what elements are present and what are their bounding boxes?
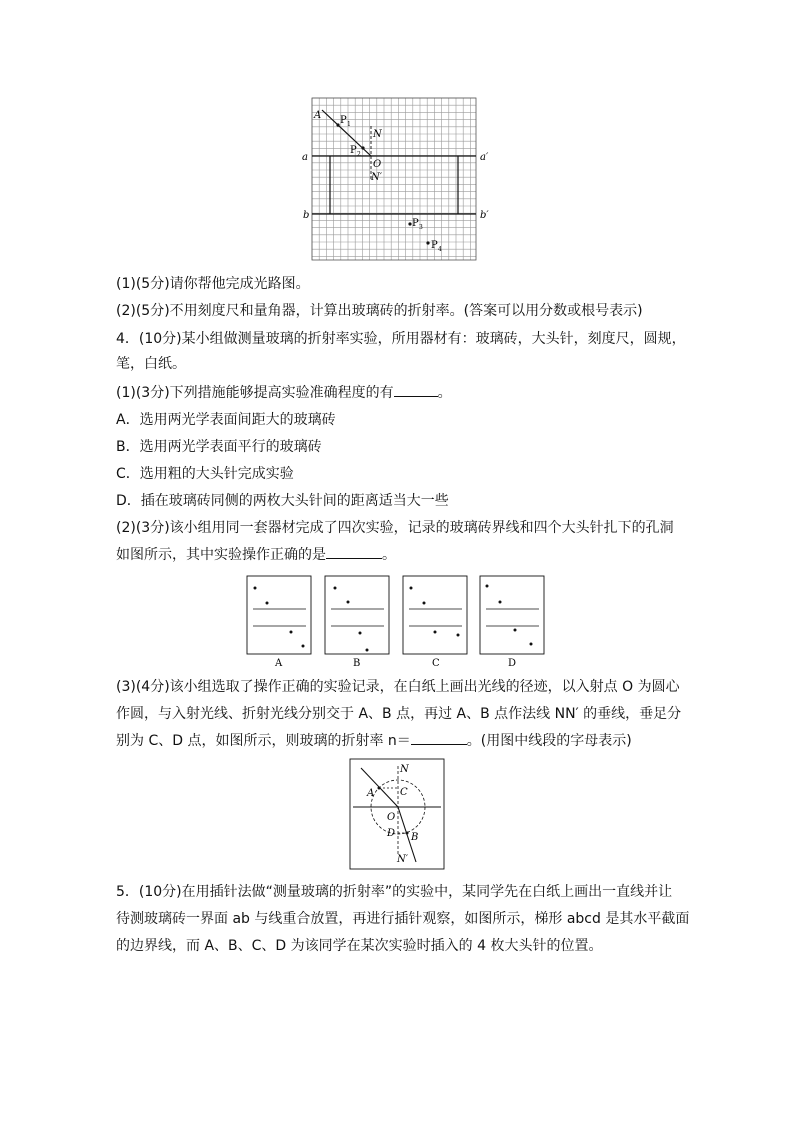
panel-c: [403, 576, 467, 669]
label-P4: P: [431, 240, 438, 251]
q5-line3: 的边界线，而 A、B、C、D 为该同学在某次实验时插入的 4 枚大头针的位置。: [116, 938, 603, 954]
panel-a: [247, 576, 311, 669]
fig3-label-B: B: [411, 832, 419, 843]
fig3-label-C: C: [400, 787, 408, 798]
fig3-label-O: O: [387, 812, 396, 823]
label-a: a: [302, 152, 308, 163]
q3-part2: (2)(5分)不用刻度尺和量角器，计算出玻璃砖的折射率。(答案可以用分数或根号表示): [116, 303, 643, 319]
fig3-label-A: A: [367, 788, 375, 799]
panel-d-label: D: [508, 658, 517, 669]
label-b: b: [303, 210, 310, 221]
fig3-label-Nprime: N′: [397, 854, 409, 865]
pin-p4: [426, 241, 429, 244]
q4-sub2-line2: [116, 545, 396, 565]
panel-c-label: C: [432, 658, 440, 669]
label-P4-sub: 4: [438, 246, 442, 253]
q4-option-c: C．选用粗的大头针完成实验: [116, 466, 294, 482]
q3-part1: (1)(5分)请你帮他完成光路图。: [116, 276, 310, 292]
q4-stem-line1: 4．(10分)某小组做测量玻璃的折射率实验，所用器材有：玻璃砖，大头针，刻度尺，圆规，: [116, 331, 686, 347]
q4-option-a: A．选用两光学表面间距大的玻璃砖: [116, 412, 336, 428]
q5-line2: 待测玻璃砖一界面 ab 与线重合放置，再进行插针观察，如图所示，梯形 abcd 是其水平截面: [116, 911, 690, 927]
q4-sub3-text: 别为 C、D 点，如图所示，则玻璃的折射率 n＝: [116, 733, 411, 749]
answer-blank-1[interactable]: [394, 383, 438, 397]
label-P2: P: [350, 145, 357, 156]
grid-lines: [312, 98, 476, 260]
panel-d: [480, 576, 544, 669]
q4-sub3-line1: (3)(4分)该小组选取了操作正确的实验记录，在白纸上画出光线的径迹，以入射点 O 为圆心: [116, 679, 680, 695]
label-bprime: b′: [480, 210, 489, 221]
label-P2-sub: 2: [357, 151, 361, 158]
q5-line1: 5．(10分)在用插针法做“测量玻璃的折射率”的实验中，某同学先在白纸上画出一直线并让: [116, 884, 673, 900]
q4-sub1: [116, 383, 452, 403]
label-P1-sub: 1: [347, 121, 351, 128]
q4-sub1-end: 。: [437, 385, 452, 401]
label-A: A: [314, 110, 322, 121]
label-Nprime: N′: [371, 172, 383, 183]
label-P1: P: [340, 115, 347, 126]
answer-blank-3[interactable]: [411, 731, 467, 745]
label-aprime: a′: [480, 152, 489, 163]
label-O: O: [373, 159, 382, 170]
answer-blank-2[interactable]: [326, 545, 382, 559]
q4-sub3-line2: 作圆，与入射光线、折射光线分别交于 A、B 点，再过 A、B 点作法线 NN′ 的垂线，垂足分: [116, 706, 682, 722]
panel-a-label: A: [275, 658, 283, 669]
fig3-label-N: N: [400, 764, 409, 775]
q4-sub2-line1: (2)(3分)该小组用同一套器材完成了四次实验，记录的玻璃砖界线和四个大头针扎下的孔洞: [116, 520, 674, 536]
circle-construction-figure: [349, 758, 445, 872]
q4-option-b: B．选用两光学表面平行的玻璃砖: [116, 439, 322, 455]
q4-sub1-text: (1)(3分)下列措施能够提高实验准确程度的有: [116, 385, 394, 401]
label-P3-sub: 3: [419, 224, 423, 231]
q4-sub2-end: 。: [382, 547, 396, 563]
four-panels-figure: [244, 574, 550, 670]
q4-stem-line2: 笔，白纸。: [116, 356, 186, 372]
label-N: N: [373, 129, 382, 140]
grid-border: [312, 98, 476, 260]
q4-option-d: D．插在玻璃砖同侧的两枚大头针间的距离适当大一些: [116, 493, 449, 509]
grid-figure: [300, 96, 500, 266]
panel-b-label: B: [353, 658, 361, 669]
q4-sub3-end: 。(用图中线段的字母表示): [466, 733, 632, 749]
pin-p2: [361, 146, 364, 149]
q4-sub3-line3: [116, 731, 632, 751]
fig3-label-D: D: [387, 828, 396, 839]
q4-sub2-text: 如图所示，其中实验操作正确的是: [116, 547, 326, 563]
panel-b: [325, 576, 389, 669]
label-P3: P: [412, 218, 419, 229]
